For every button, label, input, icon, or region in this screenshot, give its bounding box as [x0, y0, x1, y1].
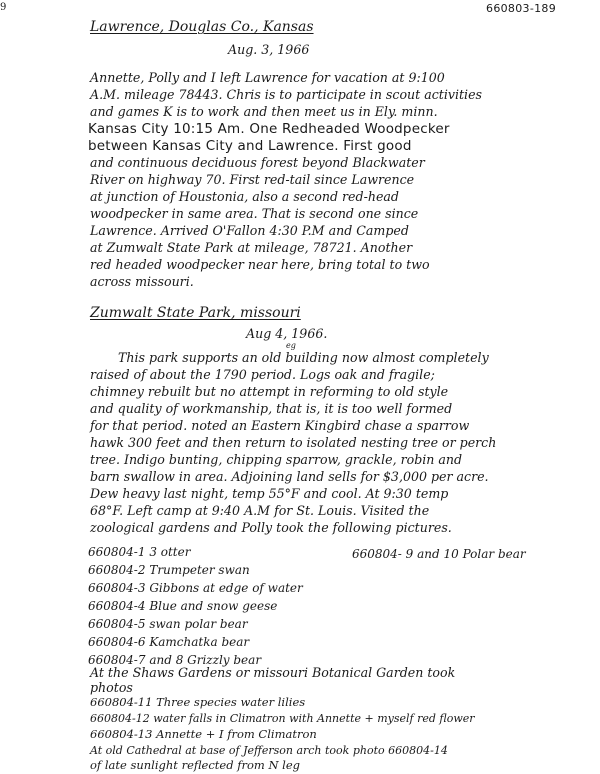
entry1-line: woodpecker in same area. That is second one since	[90, 206, 419, 221]
entry2-date-note: eg	[286, 341, 296, 350]
photo-item: 660804-2 Trumpeter swan	[88, 563, 250, 577]
entry1-line: Lawrence. Arrived O'Fallon 4:30 P.M and Camped	[90, 223, 409, 238]
entry2-line: raised of about the 1790 period. Logs oak and fragile;	[90, 367, 435, 382]
closing-line: 660804-12 water falls in Climatron with Annette + myself red flower	[90, 712, 475, 725]
closing-line: 660804-11 Three species water lilies	[90, 695, 306, 709]
entry1-line: red headed woodpecker near here, bring total to two	[90, 257, 430, 272]
entry2-line: hawk 300 feet and then return to isolated nesting tree or perch	[90, 435, 497, 450]
entry2-line: and quality of workmanship, that is, it is too well formed	[90, 401, 453, 416]
entry1-line: between Kansas City and Lawrence. First good	[88, 138, 412, 154]
entry2-line: for that period. noted an Eastern Kingbird chase a sparrow	[90, 418, 470, 433]
entry1-line: across missouri.	[90, 274, 194, 289]
entry2-date: Aug 4, 1966.	[246, 326, 328, 341]
closing-line: photos	[90, 680, 133, 695]
entry1-date: Aug. 3, 1966	[228, 42, 310, 57]
photo-item: 660804-7 and 8 Grizzly bear	[88, 653, 262, 667]
entry1-line: and continuous deciduous forest beyond Blackwater	[90, 155, 425, 170]
entry1-heading: Lawrence, Douglas Co., Kansas	[90, 19, 314, 35]
entry2-line: This park supports an old building now almost completely	[118, 350, 489, 365]
page-id: 660803-189	[486, 2, 556, 15]
photo-item-right: 660804- 9 and 10 Polar bear	[352, 547, 526, 561]
photo-item: 660804-5 swan polar bear	[88, 617, 248, 631]
entry1-line: River on highway 70. First red-tail since Lawrence	[90, 172, 415, 187]
entry2-line: tree. Indigo bunting, chipping sparrow, grackle, robin and	[90, 452, 463, 467]
entry1-line: Annette, Polly and I left Lawrence for vacation at 9:100	[90, 70, 445, 85]
entry1-line: at Zumwalt State Park at mileage, 78721. Another	[90, 240, 413, 255]
closing-line: 660804-13 Annette + I from Climatron	[90, 727, 317, 741]
entry2-line: chimney rebuilt but no attempt in reforming to old style	[90, 384, 449, 399]
photo-item: 660804-3 Gibbons at edge of water	[88, 581, 303, 595]
entry1-line: at junction of Houstonia, also a second red-head	[90, 189, 399, 204]
entry1-line: Kansas City 10:15 Am. One Redheaded Woodpecker	[88, 121, 450, 137]
closing-line: At old Cathedral at base of Jefferson arch took photo 660804-14	[90, 744, 448, 757]
entry2-line: barn swallow in area. Adjoining land sells for $3,000 per acre.	[90, 469, 489, 484]
entry2-heading: Zumwalt State Park, missouri	[90, 305, 301, 321]
entry1-line: and games K is to work and then meet us in Ely. minn.	[90, 104, 438, 119]
entry2-line: Dew heavy last night, temp 55°F and cool. At 9:30 temp	[90, 486, 449, 501]
photo-item: 660804-1 3 otter	[88, 545, 191, 559]
photo-item: 660804-6 Kamchatka bear	[88, 635, 250, 649]
closing-line: At the Shaws Gardens or missouri Botanical Garden took	[90, 665, 456, 680]
edge-mark: 9	[0, 2, 7, 13]
entry2-line: 68°F. Left camp at 9:40 A.M for St. Louis. Visited the	[90, 503, 430, 518]
photo-item: 660804-4 Blue and snow geese	[88, 599, 278, 613]
entry1-line: A.M. mileage 78443. Chris is to participate in scout activities	[90, 87, 483, 102]
closing-line: of late sunlight reflected from N leg	[90, 758, 301, 772]
entry2-line: zoological gardens and Polly took the following pictures.	[90, 520, 452, 535]
